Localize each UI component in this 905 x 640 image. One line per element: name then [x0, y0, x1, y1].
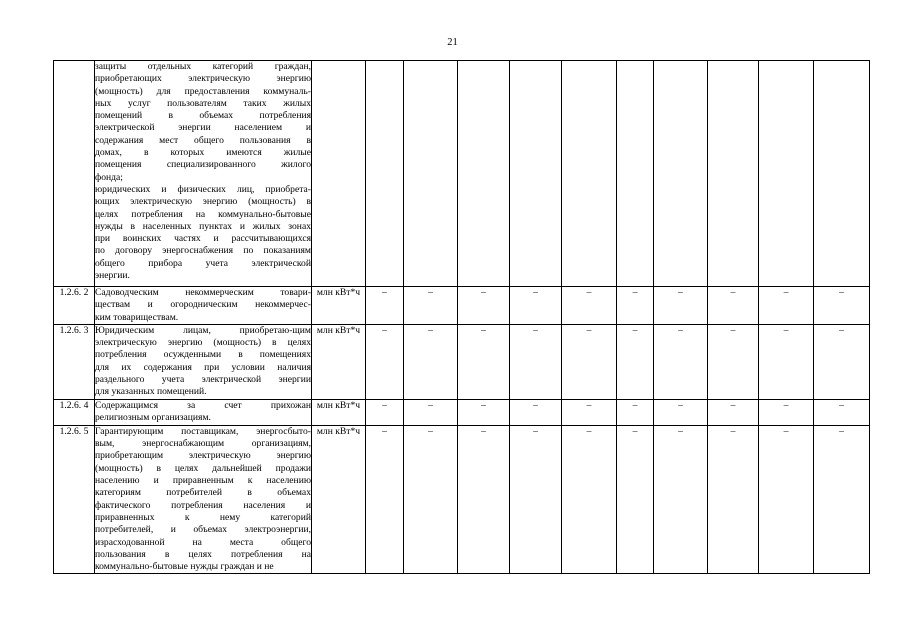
description-line: религиозным организациям.: [95, 412, 211, 424]
description-line: пользования в целях потребления на: [95, 548, 311, 560]
description-line: раздельного учета электрической энергии: [95, 374, 311, 386]
value-cell: –: [458, 399, 510, 425]
description-line: помещения специализированного жилого: [95, 159, 311, 171]
value-cell: –: [814, 324, 870, 399]
value-cell: –: [366, 287, 404, 325]
description-line: ким товариществам.: [95, 311, 179, 323]
value-cell: –: [708, 287, 759, 325]
value-cell: –: [458, 425, 510, 574]
value-cell: [708, 61, 759, 287]
value-cell: –: [562, 324, 617, 399]
description-line: ющих электрическую энергию (мощность) в: [95, 196, 311, 208]
description-line: фактического потребления населения и: [95, 499, 311, 511]
value-cell: –: [759, 324, 814, 399]
value-cell: –: [654, 287, 708, 325]
value-cell: –: [404, 287, 458, 325]
description-line: потребителей, и объемах электроэнергии,: [95, 524, 311, 536]
table-row: [54, 425, 870, 574]
value-cell: [814, 61, 870, 287]
table-row: [54, 399, 870, 425]
value-cell: –: [617, 287, 654, 325]
description-line: фонда;: [95, 171, 123, 183]
value-cell: –: [404, 425, 458, 574]
value-cell: –: [562, 287, 617, 325]
value-cell: [510, 61, 562, 287]
description-line: общего прибора учета электрической: [95, 257, 311, 269]
row-description: [95, 399, 312, 425]
value-cell: –: [708, 425, 759, 574]
row-unit: млн кВт*ч: [312, 425, 366, 574]
value-cell: –: [366, 425, 404, 574]
value-cell: –: [404, 324, 458, 399]
description-line: при воинских частях и рассчитывающихся: [95, 233, 311, 245]
table-row: [54, 287, 870, 325]
value-cell: –: [814, 287, 870, 325]
row-number: 1.2.6. 2: [54, 287, 95, 325]
description-line: Садоводческим некоммерческим товари-: [95, 287, 311, 298]
row-number: 1.2.6. 3: [54, 324, 95, 399]
description-line: для их содержания при условии наличия: [95, 361, 311, 373]
description-line: израсходованной на места общего: [95, 536, 311, 548]
value-cell: –: [654, 324, 708, 399]
value-cell: –: [404, 399, 458, 425]
description-line: населению и приравненным к населению: [95, 475, 311, 487]
value-cell: –: [458, 287, 510, 325]
description-line: целях потребления на коммунально-бытовые: [95, 208, 311, 220]
row-unit: млн кВт*ч: [312, 324, 366, 399]
description-line: вым, энергоснабжающим организациям,: [95, 438, 311, 450]
description-line: содержания мест общего пользования в: [95, 134, 311, 146]
description-line: энергии.: [95, 270, 130, 282]
row-unit: млн кВт*ч: [312, 399, 366, 425]
value-cell: –: [562, 399, 617, 425]
description-line: для указанных помещений.: [95, 386, 207, 398]
description-line: приравненных к нему категорий: [95, 511, 311, 523]
row-number: [54, 61, 95, 287]
tariff-volume-table: [53, 60, 870, 574]
value-cell: [404, 61, 458, 287]
description-line: ных услуг пользователям таких жилых: [95, 97, 311, 109]
row-description: [95, 324, 312, 399]
value-cell: –: [617, 324, 654, 399]
description-line: электрическую энергию (мощность) в целях: [95, 337, 311, 349]
row-number: 1.2.6. 4: [54, 399, 95, 425]
page-number: 21: [447, 37, 458, 48]
description-line: Содержащимся за счет прихожан: [95, 399, 311, 411]
value-cell: [562, 61, 617, 287]
description-line: коммунально-бытовые нужды граждан и не: [95, 561, 274, 573]
row-description: [95, 287, 312, 325]
description-line: домах, в которых имеются жилые: [95, 147, 311, 159]
value-cell: –: [814, 399, 870, 425]
description-line: приобретающим электрическую энергию: [95, 450, 311, 462]
value-cell: [366, 61, 404, 287]
description-line: юридических и физических лиц, приобрета-: [95, 183, 311, 195]
value-cell: [458, 61, 510, 287]
row-description: [95, 61, 312, 287]
value-cell: –: [458, 324, 510, 399]
description-line: (мощность) в целях дальнейшей продажи: [95, 462, 311, 474]
value-cell: –: [708, 324, 759, 399]
row-description: [95, 425, 312, 574]
description-line: категориям потребителей в объемах: [95, 487, 311, 499]
table-row: [54, 324, 870, 399]
value-cell: –: [617, 399, 654, 425]
value-cell: –: [759, 425, 814, 574]
description-line: электрической энергии населением и: [95, 122, 311, 134]
value-cell: –: [617, 425, 654, 574]
description-line: помещений в объемах потребления: [95, 110, 311, 122]
description-line: (мощность) для предоставления коммуналь-: [95, 85, 311, 97]
row-unit: млн кВт*ч: [312, 287, 366, 325]
value-cell: –: [708, 399, 759, 425]
value-cell: –: [654, 425, 708, 574]
description-line: по договору энергоснабжения по показаниям: [95, 245, 311, 257]
value-cell: –: [366, 324, 404, 399]
value-cell: –: [759, 399, 814, 425]
row-number: 1.2.6. 5: [54, 425, 95, 574]
value-cell: –: [510, 399, 562, 425]
value-cell: –: [759, 287, 814, 325]
description-line: нужды в населенных пунктах и жилых зонах: [95, 220, 311, 232]
value-cell: –: [814, 425, 870, 574]
value-cell: –: [510, 425, 562, 574]
row-unit: [312, 61, 366, 287]
description-line: потребления осужденными в помещениях: [95, 349, 311, 361]
value-cell: –: [510, 324, 562, 399]
description-line: Гарантирующим поставщикам, энергосбыто-: [95, 425, 311, 437]
description-line: Юридическим лицам, приобретаю-щим: [95, 324, 311, 336]
value-cell: –: [654, 399, 708, 425]
description-line: приобретающих электрическую энергию: [95, 73, 311, 85]
value-cell: –: [366, 399, 404, 425]
table-row: [54, 61, 870, 287]
value-cell: –: [562, 425, 617, 574]
description-line: ществам и огородническим некоммерчес-: [95, 299, 311, 311]
description-line: защиты отдельных категорий граждан,: [95, 61, 311, 72]
value-cell: [617, 61, 654, 287]
value-cell: [654, 61, 708, 287]
value-cell: –: [510, 287, 562, 325]
value-cell: [759, 61, 814, 287]
